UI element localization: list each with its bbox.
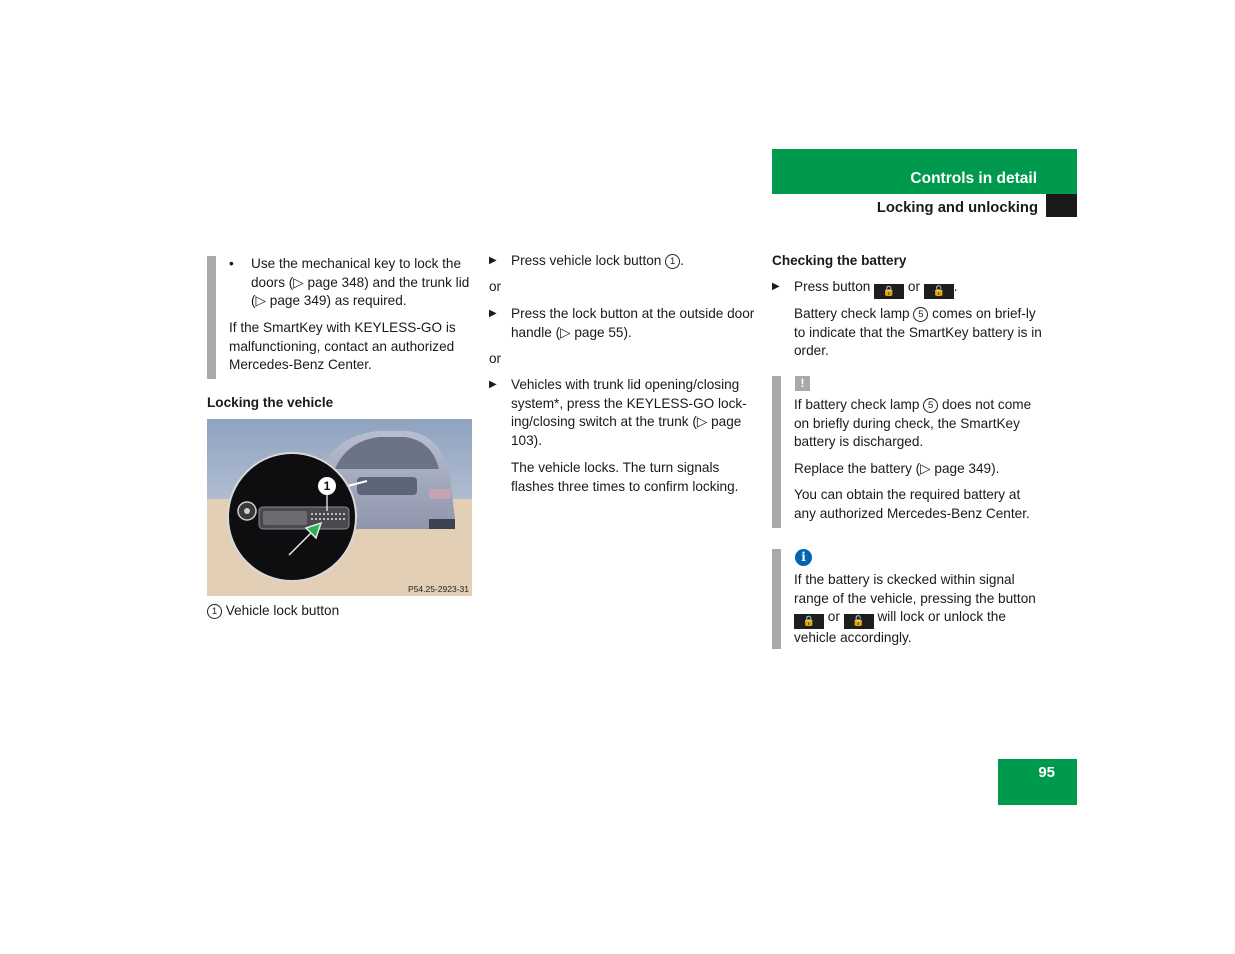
info-text-a: If the battery is ckecked within signal range of the vehicle, pressing the button bbox=[794, 572, 1036, 606]
info-or-text: or bbox=[827, 609, 840, 625]
bullet-dot: • bbox=[229, 256, 234, 271]
vehicle-illustration bbox=[207, 419, 472, 596]
section-title: Controls in detail bbox=[910, 170, 1037, 187]
page-number: 95 bbox=[1038, 764, 1055, 781]
subsection-marker bbox=[1046, 194, 1077, 217]
mechanical-key-bullet bbox=[229, 255, 474, 311]
page-number-box bbox=[998, 759, 1077, 805]
step-text: Press button bbox=[794, 279, 871, 294]
info-text bbox=[794, 571, 1042, 648]
battery-lamp-text bbox=[794, 305, 1042, 361]
step-press-lock-button: ▶ Press vehicle lock button 1 . bbox=[489, 252, 757, 271]
step-arrow-icon: ▶ bbox=[489, 255, 497, 266]
lamp-text-a: Battery check lamp bbox=[794, 306, 910, 321]
warning-text-3: You can obtain the required battery at any authorized Mercedes-Benz Center. bbox=[794, 487, 1030, 521]
lock-key-icon: 🔒 bbox=[794, 614, 824, 629]
step-arrow-icon: ▶ bbox=[489, 379, 497, 390]
lamp-text-b: comes on brief-ly to indicate that the SmartKey battery is in order. bbox=[794, 306, 1042, 359]
step-arrow-icon: ▶ bbox=[489, 308, 497, 319]
step-trunk-switch bbox=[489, 376, 757, 451]
step-press-button: ▶ Press button 🔒 or 🔓 . bbox=[772, 279, 958, 297]
lamp-callout: 5 bbox=[913, 307, 928, 322]
figure-caption bbox=[207, 602, 339, 621]
caption-callout: 1 bbox=[207, 604, 222, 619]
step-door-handle bbox=[489, 305, 757, 342]
section-header-bar bbox=[772, 149, 1077, 194]
or-text: or bbox=[907, 279, 920, 294]
step-text: Vehicles with trunk lid opening/closing system*, press the KEYLESS-GO lock-ing/closing switch at the trunk (▷ page 103). bbox=[511, 377, 747, 449]
info-text-b: will lock or unlock the vehicle accordingly. bbox=[794, 609, 1006, 646]
figure-callout-1: 1 bbox=[323, 479, 331, 493]
exclamation-icon: ! bbox=[795, 376, 810, 391]
lock-key-icon: 🔒 bbox=[874, 284, 904, 299]
step-text: Press the lock button at the outside door handle (▷ page 55). bbox=[511, 306, 755, 340]
warning-text-2: Replace the battery (▷ page 349). bbox=[794, 461, 1000, 476]
warning-text-1 bbox=[794, 396, 1042, 452]
step-text: Press vehicle lock button bbox=[511, 253, 662, 268]
warning-text-1a: If battery check lamp bbox=[794, 397, 920, 412]
locking-heading: Locking the vehicle bbox=[207, 395, 334, 410]
unlock-key-icon: 🔓 bbox=[924, 284, 954, 299]
warning-callout: 5 bbox=[923, 398, 938, 413]
warning-text-1b: does not come on briefly during check, the SmartKey battery is discharged. bbox=[794, 397, 1032, 450]
step-callout: 1 bbox=[665, 254, 680, 269]
or-separator: or bbox=[489, 351, 502, 366]
vehicle-lock-figure bbox=[207, 419, 472, 596]
warning-sidebar bbox=[772, 376, 781, 528]
bullet-text: Use the mechanical key to lock the doors (▷ page 348) and the trunk lid (▷ page 349) as required. bbox=[251, 256, 470, 309]
result-text: The vehicle locks. The turn signals flashes three times to confirm locking. bbox=[511, 460, 739, 494]
malfunction-note: If the SmartKey with KEYLESS-GO is malfunctioning, contact an authorized Mercedes-Benz Center. bbox=[229, 320, 456, 373]
unlock-key-icon: 🔓 bbox=[844, 614, 874, 629]
battery-heading: Checking the battery bbox=[772, 253, 907, 268]
subsection-title: Locking and unlocking bbox=[876, 200, 1038, 216]
info-sidebar bbox=[772, 549, 781, 649]
info-icon: i bbox=[795, 549, 812, 566]
or-separator: or bbox=[489, 279, 502, 294]
figure-code: P54.25-2923-31 bbox=[408, 584, 469, 594]
step-arrow-icon: ▶ bbox=[772, 281, 780, 292]
note-sidebar bbox=[207, 256, 216, 379]
caption-text: Vehicle lock button bbox=[225, 603, 340, 618]
